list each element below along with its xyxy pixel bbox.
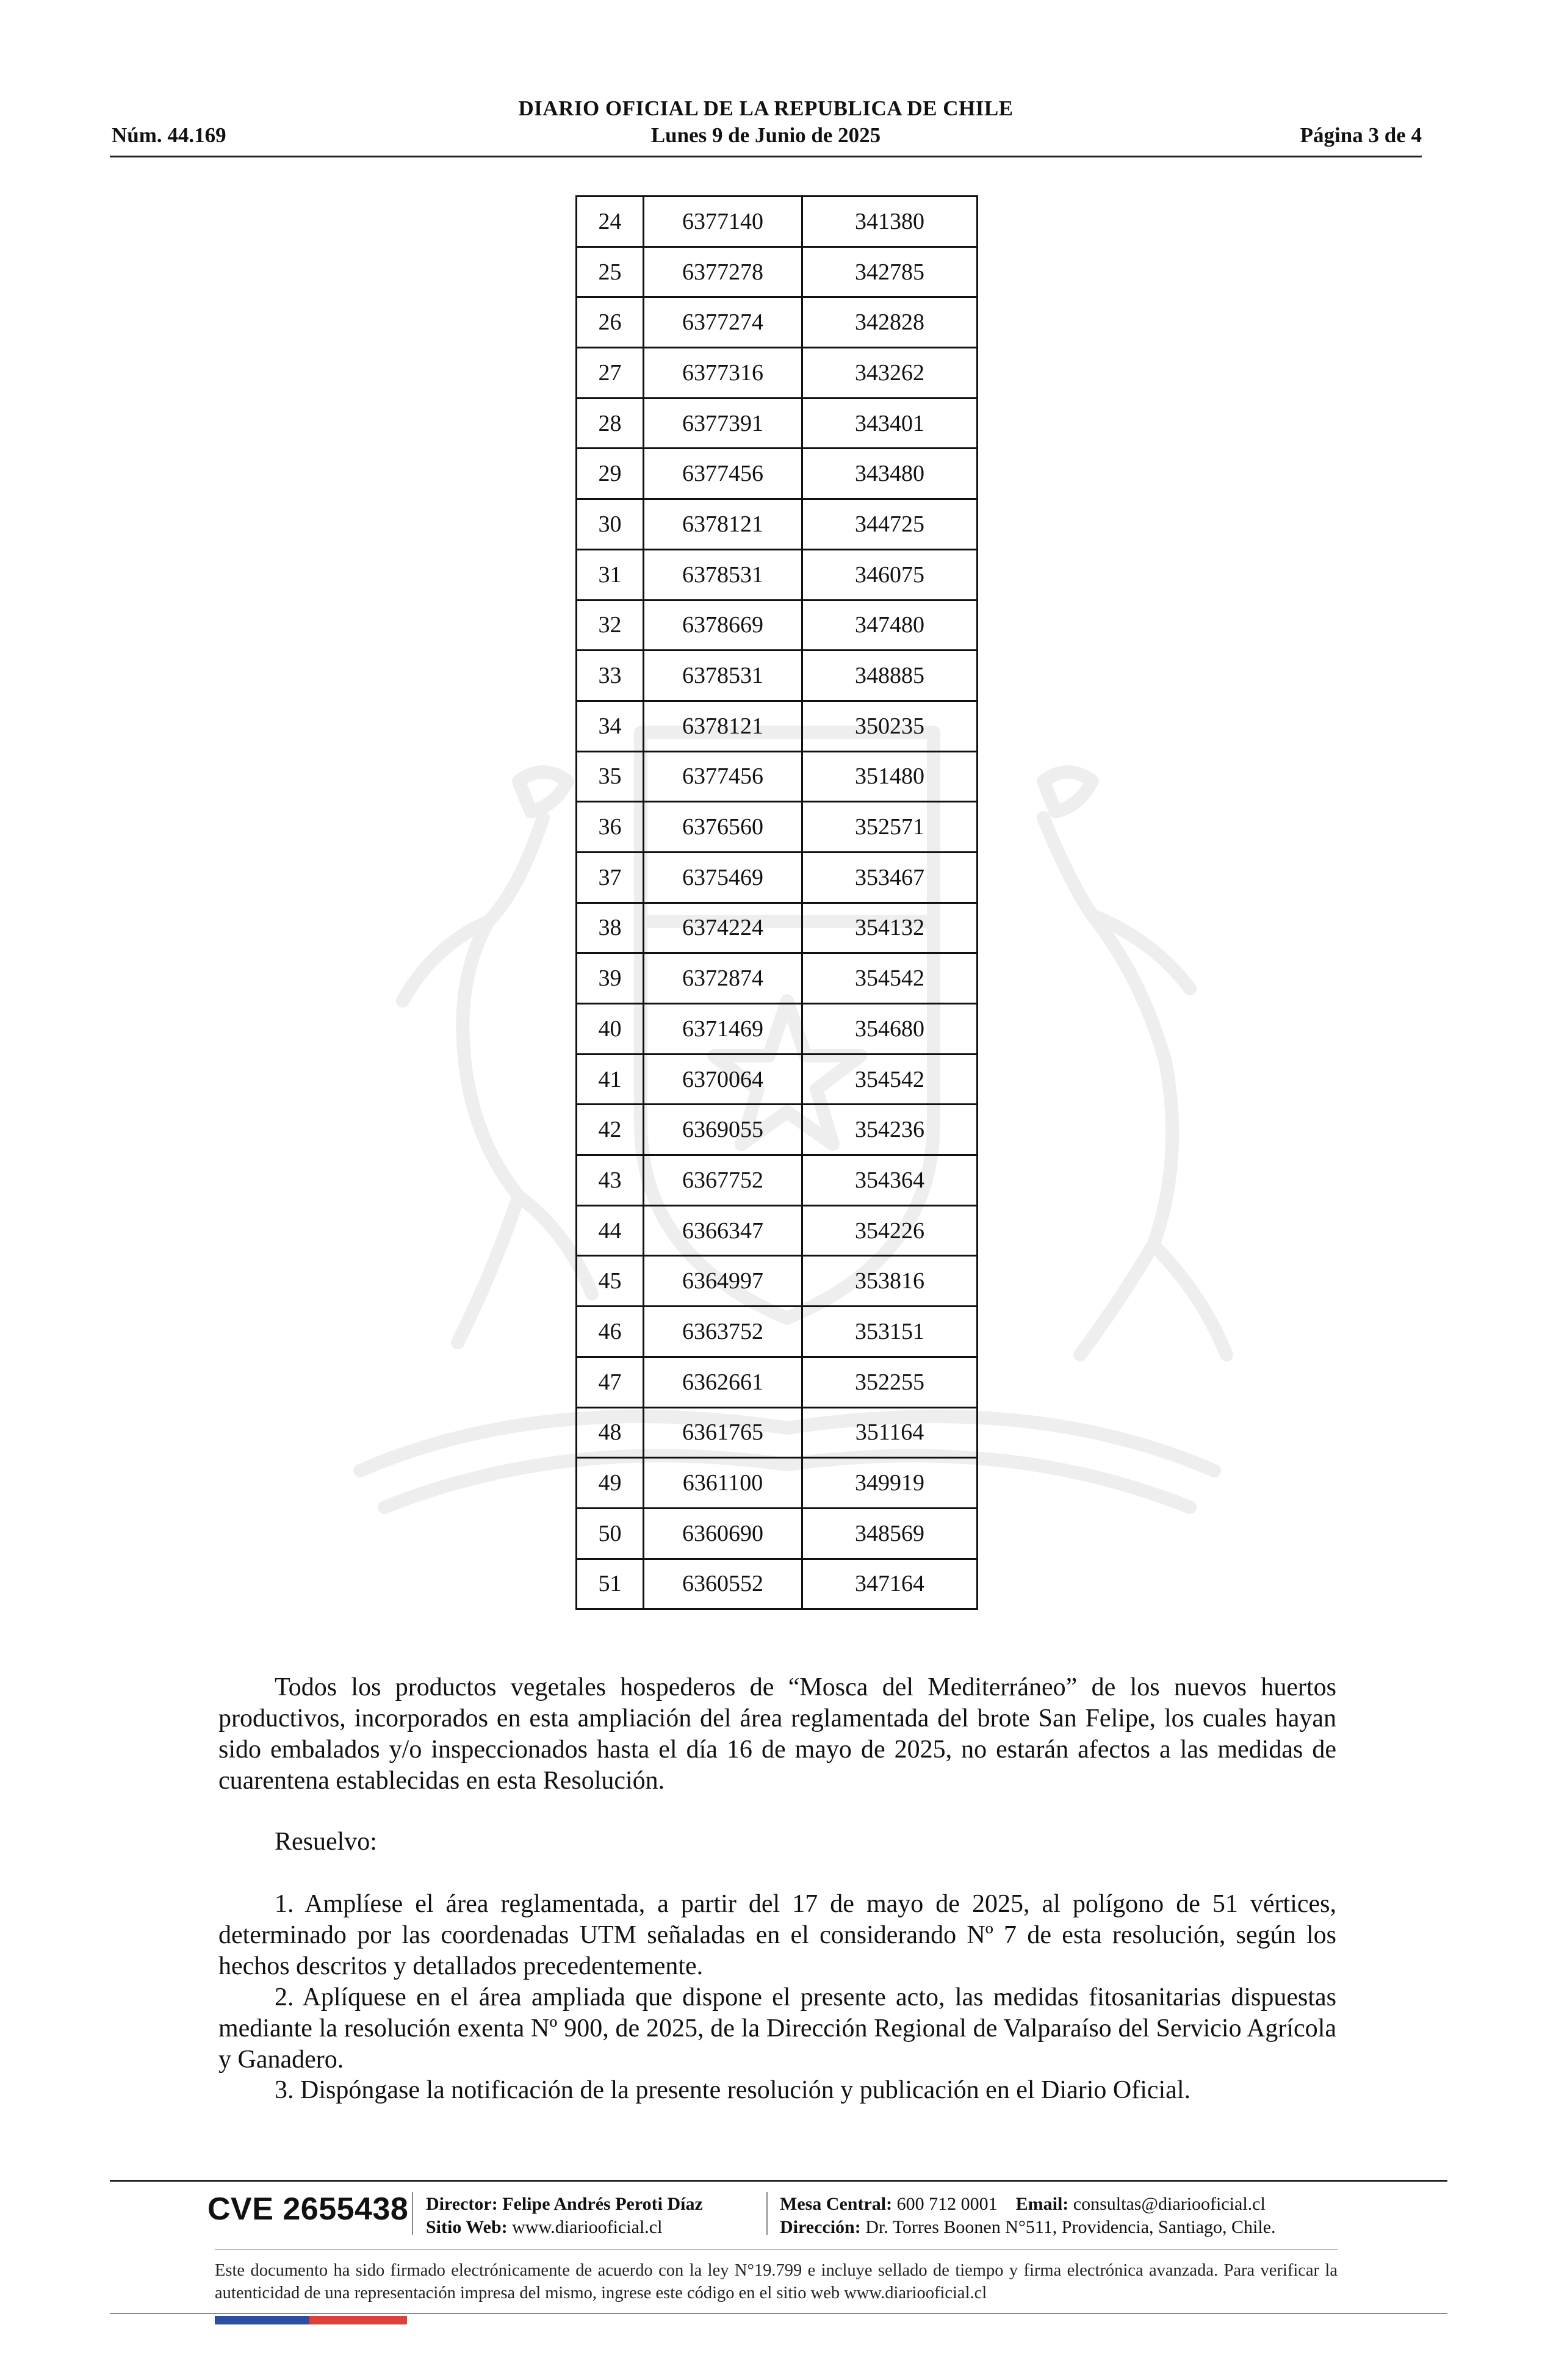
utm-east-cell: 354542 bbox=[802, 1054, 978, 1105]
utm-east-cell: 354132 bbox=[802, 903, 978, 953]
table-row bbox=[577, 1407, 978, 1458]
resuelvo-heading: Resuelvo: bbox=[275, 1828, 377, 1856]
page-indicator: Página 3 de 4 bbox=[1300, 123, 1422, 147]
vertex-number-cell: 45 bbox=[577, 1256, 644, 1307]
utm-north-cell: 6377274 bbox=[644, 297, 802, 348]
table-row bbox=[577, 449, 978, 499]
flag-stripe-icon bbox=[309, 2316, 407, 2324]
utm-north-cell: 6364997 bbox=[644, 1256, 802, 1307]
utm-north-cell: 6370064 bbox=[644, 1054, 802, 1105]
email-link[interactable]: consultas@diariooficial.cl bbox=[1073, 2194, 1266, 2214]
table-row bbox=[577, 852, 978, 903]
utm-east-cell: 349919 bbox=[802, 1458, 978, 1509]
utm-north-cell: 6378531 bbox=[644, 651, 802, 701]
footer-contact-block bbox=[780, 2193, 1276, 2239]
vertex-number-cell: 32 bbox=[577, 600, 644, 651]
utm-coordinates-table bbox=[575, 195, 978, 1610]
address-text: Dr. Torres Boonen N°511, Providencia, Santiago, Chile. bbox=[865, 2217, 1276, 2237]
table-row bbox=[577, 600, 978, 651]
vertex-number-cell: 28 bbox=[577, 398, 644, 449]
vertex-number-cell: 42 bbox=[577, 1105, 644, 1155]
vertex-number-cell: 30 bbox=[577, 499, 644, 550]
footer-separator bbox=[412, 2192, 413, 2235]
utm-north-cell: 6360690 bbox=[644, 1508, 802, 1559]
table-row bbox=[577, 297, 978, 348]
utm-east-cell: 348569 bbox=[802, 1508, 978, 1559]
vertex-number-cell: 24 bbox=[577, 197, 644, 247]
utm-north-cell: 6361765 bbox=[644, 1407, 802, 1458]
vertex-number-cell: 40 bbox=[577, 1004, 644, 1055]
utm-north-cell: 6376560 bbox=[644, 802, 802, 853]
table-row bbox=[577, 1205, 978, 1256]
utm-north-cell: 6360552 bbox=[644, 1559, 802, 1609]
cve-code: CVE 2655438 bbox=[207, 2191, 409, 2227]
utm-north-cell: 6378121 bbox=[644, 701, 802, 751]
utm-east-cell: 354680 bbox=[802, 1004, 978, 1055]
table-row bbox=[577, 1004, 978, 1055]
utm-east-cell: 351480 bbox=[802, 751, 978, 802]
vertex-number-cell: 49 bbox=[577, 1458, 644, 1509]
vertex-number-cell: 38 bbox=[577, 903, 644, 953]
table-row bbox=[577, 499, 978, 550]
table-row bbox=[577, 1357, 978, 1407]
table-row bbox=[577, 802, 978, 853]
table-row bbox=[577, 1508, 978, 1559]
utm-north-cell: 6366347 bbox=[644, 1205, 802, 1256]
utm-north-cell: 6372874 bbox=[644, 953, 802, 1004]
table-row bbox=[577, 247, 978, 297]
vertex-number-cell: 46 bbox=[577, 1307, 644, 1357]
table-row bbox=[577, 197, 978, 247]
utm-east-cell: 353816 bbox=[802, 1256, 978, 1307]
utm-east-cell: 350235 bbox=[802, 701, 978, 751]
mesa-label: Mesa Central: bbox=[780, 2194, 893, 2214]
utm-east-cell: 343401 bbox=[802, 398, 978, 449]
header-divider bbox=[110, 156, 1422, 157]
utm-east-cell: 347164 bbox=[802, 1559, 978, 1609]
vertex-number-cell: 51 bbox=[577, 1559, 644, 1609]
vertex-number-cell: 39 bbox=[577, 953, 644, 1004]
table-row bbox=[577, 1256, 978, 1307]
footer-divider-top bbox=[110, 2180, 1447, 2182]
utm-east-cell: 346075 bbox=[802, 549, 978, 600]
utm-north-cell: 6367752 bbox=[644, 1155, 802, 1206]
utm-north-cell: 6375469 bbox=[644, 852, 802, 903]
utm-east-cell: 342785 bbox=[802, 247, 978, 297]
utm-north-cell: 6377316 bbox=[644, 348, 802, 398]
utm-east-cell: 354236 bbox=[802, 1105, 978, 1155]
utm-north-cell: 6377278 bbox=[644, 247, 802, 297]
table-row bbox=[577, 1307, 978, 1357]
vertex-number-cell: 50 bbox=[577, 1508, 644, 1559]
vertex-number-cell: 29 bbox=[577, 449, 644, 499]
utm-north-cell: 6377391 bbox=[644, 398, 802, 449]
table-row bbox=[577, 1559, 978, 1609]
email-label: Email: bbox=[1015, 2194, 1069, 2214]
utm-east-cell: 347480 bbox=[802, 600, 978, 651]
utm-east-cell: 352571 bbox=[802, 802, 978, 853]
utm-east-cell: 343262 bbox=[802, 348, 978, 398]
utm-east-cell: 354364 bbox=[802, 1155, 978, 1206]
paragraph-productos-vegetales: Todos los productos vegetales hospederos de “Mosca del Mediterráneo” de los nuevos huertos productivos, incorporados en esta ampliación del área reglamentada del brote San Felipe, los cuales hayan sido embalados y/o inspeccionados hasta el día 16 de mayo de 2025, no estarán afectos a las medidas de cuarentena establecidas en esta Resolución. bbox=[218, 1673, 1336, 1795]
table-row bbox=[577, 398, 978, 449]
address-label: Dirección: bbox=[780, 2217, 861, 2237]
utm-east-cell: 343480 bbox=[802, 449, 978, 499]
footer-divider-mid bbox=[215, 2249, 1338, 2250]
resolution-item-2: 2. Aplíquese en el área ampliada que dispone el presente acto, las medidas fitosanitarias dispuestas mediante la resolución exenta Nº 900, de 2025, de la Dirección Regional de Valparaíso del Servicio Agrícola y Ganadero. bbox=[218, 1983, 1336, 2074]
vertex-number-cell: 31 bbox=[577, 549, 644, 600]
utm-north-cell: 6378669 bbox=[644, 600, 802, 651]
utm-north-cell: 6374224 bbox=[644, 903, 802, 953]
vertex-number-cell: 26 bbox=[577, 297, 644, 348]
utm-east-cell: 354542 bbox=[802, 953, 978, 1004]
vertex-number-cell: 48 bbox=[577, 1407, 644, 1458]
vertex-number-cell: 27 bbox=[577, 348, 644, 398]
flag-stripe-icon bbox=[215, 2316, 309, 2324]
utm-north-cell: 6361100 bbox=[644, 1458, 802, 1509]
utm-east-cell: 344725 bbox=[802, 499, 978, 550]
utm-east-cell: 352255 bbox=[802, 1357, 978, 1407]
utm-east-cell: 353467 bbox=[802, 852, 978, 903]
utm-north-cell: 6377140 bbox=[644, 197, 802, 247]
vertex-number-cell: 33 bbox=[577, 651, 644, 701]
vertex-number-cell: 43 bbox=[577, 1155, 644, 1206]
vertex-number-cell: 47 bbox=[577, 1357, 644, 1407]
vertex-number-cell: 34 bbox=[577, 701, 644, 751]
table-row bbox=[577, 1054, 978, 1105]
vertex-number-cell: 44 bbox=[577, 1205, 644, 1256]
utm-north-cell: 6369055 bbox=[644, 1105, 802, 1155]
utm-north-cell: 6377456 bbox=[644, 449, 802, 499]
utm-east-cell: 348885 bbox=[802, 651, 978, 701]
vertex-number-cell: 36 bbox=[577, 802, 644, 853]
resolution-item-1: 1. Amplíese el área reglamentada, a partir del 17 de mayo de 2025, al polígono de 51 vértices, determinado por las coordenadas UTM señaladas en el considerando Nº 7 de esta resolución, según los hechos descritos y detallados precedentemente. bbox=[218, 1890, 1336, 1980]
table-row bbox=[577, 651, 978, 701]
table-row bbox=[577, 348, 978, 398]
table-row bbox=[577, 701, 978, 751]
vertex-number-cell: 37 bbox=[577, 852, 644, 903]
footer-divider-bottom bbox=[110, 2313, 1447, 2314]
table-row bbox=[577, 953, 978, 1004]
utm-north-cell: 6363752 bbox=[644, 1307, 802, 1357]
footer-director-block bbox=[426, 2193, 703, 2239]
utm-east-cell: 351164 bbox=[802, 1407, 978, 1458]
site-label: Sitio Web: bbox=[426, 2217, 508, 2237]
table-row bbox=[577, 903, 978, 953]
utm-north-cell: 6378531 bbox=[644, 549, 802, 600]
issue-number: Núm. 44.169 bbox=[112, 123, 226, 147]
utm-east-cell: 342828 bbox=[802, 297, 978, 348]
utm-north-cell: 6371469 bbox=[644, 1004, 802, 1055]
director-label: Director: bbox=[426, 2194, 498, 2214]
publication-date: Lunes 9 de Junio de 2025 bbox=[650, 123, 881, 147]
site-link[interactable]: www.diariooficial.cl bbox=[512, 2217, 663, 2237]
table-row bbox=[577, 1155, 978, 1206]
resolution-item-3: 3. Dispóngase la notificación de la presente resolución y publicación en el Diario Oficial. bbox=[275, 2076, 1190, 2104]
utm-east-cell: 341380 bbox=[802, 197, 978, 247]
vertex-number-cell: 35 bbox=[577, 751, 644, 802]
utm-east-cell: 353151 bbox=[802, 1307, 978, 1357]
table-row bbox=[577, 1458, 978, 1509]
utm-north-cell: 6362661 bbox=[644, 1357, 802, 1407]
utm-east-cell: 354226 bbox=[802, 1205, 978, 1256]
table-row bbox=[577, 1105, 978, 1155]
footer-legal-notice: Este documento ha sido firmado electrónicamente de acuerdo con la ley N°19.799 e incluye sellado de tiempo y firma electrónica avanzada. Para verificar la autenticidad de una representación impresa del mismo, ingrese este código en el sitio web www.diariooficial.cl bbox=[215, 2261, 1338, 2302]
footer-separator bbox=[766, 2192, 768, 2235]
table-row bbox=[577, 549, 978, 600]
mesa-phone: 600 712 0001 bbox=[896, 2194, 998, 2214]
utm-north-cell: 6377456 bbox=[644, 751, 802, 802]
vertex-number-cell: 41 bbox=[577, 1054, 644, 1105]
vertex-number-cell: 25 bbox=[577, 247, 644, 297]
table-row bbox=[577, 751, 978, 802]
utm-north-cell: 6378121 bbox=[644, 499, 802, 550]
director-name: Felipe Andrés Peroti Díaz bbox=[502, 2194, 703, 2214]
publication-title: DIARIO OFICIAL DE LA REPUBLICA DE CHILE bbox=[518, 96, 1014, 120]
